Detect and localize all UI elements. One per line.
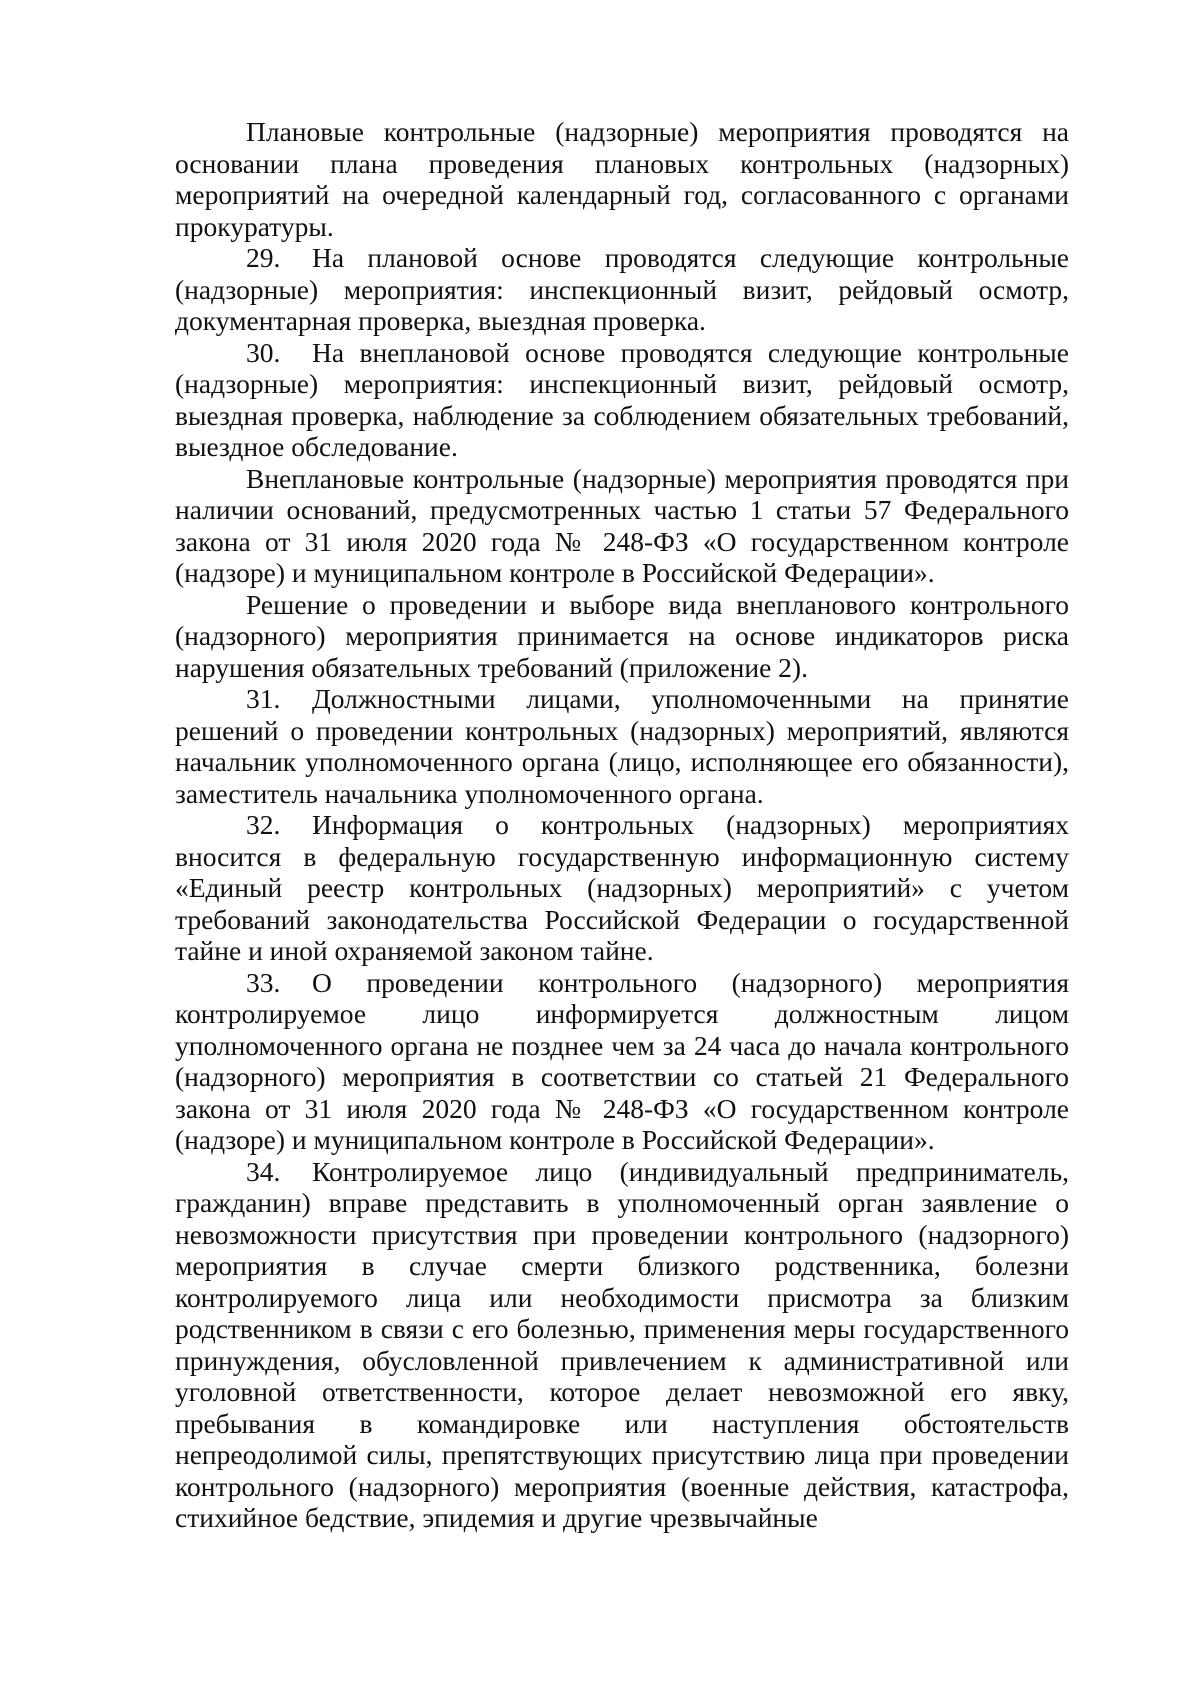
paragraph-text: На плановой основе проводятся следующие контрольные (надзорные) мероприятия: инспекционный визит, рейдовый осмотр, документарная проверка, выездная проверка. xyxy=(175,242,1069,336)
paragraph-text: Плановые контрольные (надзорные) мероприятия проводятся на основании плана проведения плановых контрольных (надзорных) мероприятий на очередной календарный год, согласованного с органами прокуратуры. xyxy=(175,116,1069,242)
paragraph-number: 33. xyxy=(246,966,281,998)
paragraph-text: Внеплановые контрольные (надзорные) мероприятия проводятся при наличии оснований, предусмотренных частью 1 статьи 57 Федерального закона от 31 июля 2020 года № 248-ФЗ «О государственном контроле (надзоре) и муниципальном контроле в Российской Федерации». xyxy=(175,462,1069,588)
paragraph-32 xyxy=(175,809,1069,967)
paragraph-text: О проведении контрольного (надзорного) мероприятия контролируемое лицо информируется должностным лицом уполномоченного органа не позднее чем за 24 часа до начала контрольного (надзорного) мероприятия в соответствии со статьей 21 Федерального закона от 31 июля 2020 года № 248-ФЗ «О государственном контроле (надзоре) и муниципальном контроле в Российской Федерации». xyxy=(175,966,1069,1155)
document-page xyxy=(175,116,1069,1534)
paragraph-29 xyxy=(175,242,1069,337)
paragraph-text: На внеплановой основе проводятся следующие контрольные (надзорные) мероприятия: инспекционный визит, рейдовый осмотр, выездная проверка, наблюдение за соблюдением обязательных требований, выездное обследование. xyxy=(175,336,1069,462)
paragraph-number: 31. xyxy=(246,683,281,714)
paragraph-number: 34. xyxy=(246,1155,281,1187)
paragraph-31 xyxy=(175,683,1069,809)
paragraph-34 xyxy=(175,1156,1069,1534)
paragraph-unplanned-grounds xyxy=(175,463,1069,589)
paragraph-number: 29. xyxy=(246,242,281,273)
paragraph-text: Информация о контрольных (надзорных) мероприятиях вносится в федеральную государственную информационную систему «Единый реестр контрольных (надзорных) мероприятий» с учетом требований законодательства Российской Федерации о государственной тайне и иной охраняемой законом тайне. xyxy=(175,809,1069,966)
paragraph-text: Решение о проведении и выборе вида внепланового контрольного (надзорного) мероприятия принимается на основе индикаторов риска нарушения обязательных требований (приложение 2). xyxy=(175,588,1069,683)
paragraph-unplanned-decision xyxy=(175,589,1069,684)
paragraph-number: 32. xyxy=(246,809,281,840)
paragraph-33 xyxy=(175,967,1069,1156)
paragraph-text: Должностными лицами, уполномоченными на принятие решений о проведении контрольных (надзорных) мероприятий, являются начальник уполномоченного органа (лицо, исполняющее его обязанности), заместитель начальника уполномоченного органа. xyxy=(175,683,1069,809)
paragraph-30 xyxy=(175,337,1069,463)
paragraph-planned-inspections xyxy=(175,116,1069,242)
paragraph-number: 30. xyxy=(246,336,281,368)
paragraph-text: Контролируемое лицо (индивидуальный предприниматель, гражданин) вправе представить в уполномоченный орган заявление о невозможности присутствия при проведении контрольного (надзорного) мероприятия в случае смерти близкого родственника, болезни контролируемого лица или необходимости присмотра за близким родственником в связи с его болезнью, применения меры государственного принуждения, обусловленной привлечением к административной или уголовной ответственности, которое делает невозможной его явку, пребывания в командировке или наступления обстоятельств непреодолимой силы, препятствующих присутствию лица при проведении контрольного (надзорного) мероприятия (военные действия, катастрофа, стихийное бедствие, эпидемия и другие чрезвычайные xyxy=(175,1155,1069,1533)
